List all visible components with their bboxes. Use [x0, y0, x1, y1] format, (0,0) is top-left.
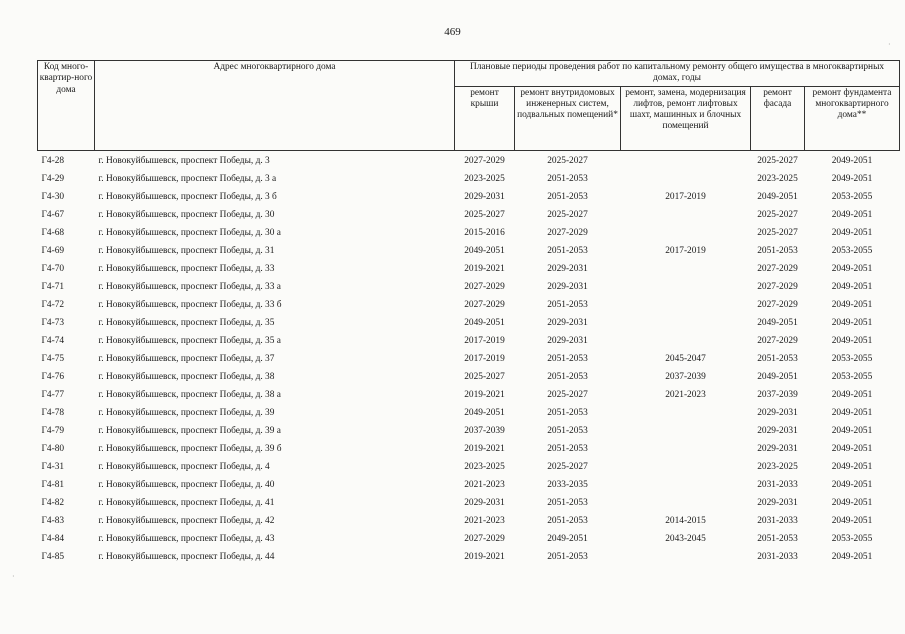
cell-roof: 2025-2027 [464, 209, 505, 220]
cell-facade: 2031-2033 [757, 551, 798, 562]
cell-roof: 2017-2019 [464, 335, 505, 346]
cell-address: г. Новокуйбышевск, проспект Победы, д. 41 [98, 497, 275, 508]
cell-address: г. Новокуйбышевск, проспект Победы, д. 38 [98, 371, 275, 382]
cell-code: Г4-68 [41, 227, 65, 238]
table-row [38, 387, 900, 405]
table-row [38, 243, 900, 261]
table-row [38, 369, 900, 387]
cell-foundation: 2049-2051 [831, 299, 873, 310]
cell-address: г. Новокуйбышевск, проспект Победы, д. 43 [98, 533, 275, 544]
cell-systems: 2025-2027 [547, 461, 588, 472]
cell-lifts [621, 459, 751, 477]
cell-systems: 2025-2027 [547, 389, 588, 400]
cell-facade: 2025-2027 [757, 227, 798, 238]
cell-systems: 2051-2053 [547, 299, 588, 310]
header-lifts: ремонт, замена, модернизация лифтов, ремонт лифтовых шахт, машинных и блочных помещений [621, 86, 751, 150]
cell-address: г. Новокуйбышевск, проспект Победы, д. 33 [98, 263, 275, 274]
cell-code: Г4-85 [41, 551, 65, 562]
cell-facade: 2027-2029 [757, 263, 798, 274]
table-row [38, 441, 900, 459]
table-row [38, 207, 900, 225]
cell-address: г. Новокуйбышевск, проспект Победы, д. 35 [98, 317, 275, 328]
cell-address: г. Новокуйбышевск, проспект Победы, д. 42 [98, 515, 275, 526]
cell-roof: 2021-2023 [464, 515, 505, 526]
cell-roof: 2017-2019 [464, 353, 505, 364]
cell-systems: 2051-2053 [547, 425, 588, 436]
cell-foundation: 2049-2051 [831, 155, 873, 166]
cell-foundation: 2049-2051 [831, 317, 873, 328]
cell-facade: 2023-2025 [757, 461, 798, 472]
header-periods-group: Плановые периоды проведения работ по капитальному ремонту общего имущества в многоквартирных домах, годы [455, 61, 900, 87]
cell-address: г. Новокуйбышевск, проспект Победы, д. 39 а [98, 425, 281, 436]
cell-code: Г4-74 [41, 335, 65, 346]
page-number: 469 [444, 26, 461, 38]
cell-foundation: 2049-2051 [831, 389, 873, 400]
cell-code: Г4-72 [41, 299, 65, 310]
cell-systems: 2029-2031 [547, 317, 588, 328]
cell-roof: 2015-2016 [464, 227, 505, 238]
cell-lifts [621, 225, 751, 243]
cell-address: г. Новокуйбышевск, проспект Победы, д. 33 а [98, 281, 281, 292]
cell-systems: 2027-2029 [547, 227, 588, 238]
cell-lifts [621, 477, 751, 495]
cell-systems: 2051-2053 [547, 443, 588, 454]
cell-facade: 2037-2039 [757, 389, 798, 400]
cell-roof: 2023-2025 [464, 173, 505, 184]
table-row [38, 477, 900, 495]
cell-foundation: 2053-2055 [831, 191, 873, 202]
cell-code: Г4-28 [41, 155, 65, 166]
cell-code: Г4-81 [41, 479, 65, 490]
cell-code: Г4-73 [41, 317, 65, 328]
cell-systems: 2051-2053 [547, 407, 588, 418]
cell-code: Г4-31 [41, 461, 65, 472]
cell-address: г. Новокуйбышевск, проспект Победы, д. 30 [98, 209, 275, 220]
header-systems: ремонт внутридомовых инженерных систем, подвальных помещений* [515, 86, 621, 150]
cell-systems: 2051-2053 [547, 371, 588, 382]
cell-roof: 2049-2051 [464, 317, 505, 328]
cell-lifts: 2014-2015 [665, 515, 706, 526]
cell-lifts [621, 315, 751, 333]
cell-code: Г4-67 [41, 209, 65, 220]
cell-lifts [621, 171, 751, 189]
cell-foundation: 2049-2051 [831, 407, 873, 418]
cell-facade: 2051-2053 [757, 353, 798, 364]
table-row [38, 279, 900, 297]
cell-facade: 2049-2051 [757, 317, 798, 328]
cell-foundation: 2049-2051 [831, 263, 873, 274]
table-row [38, 423, 900, 441]
cell-lifts: 2017-2019 [665, 191, 706, 202]
cell-code: Г4-69 [41, 245, 65, 256]
table-row [38, 351, 900, 369]
cell-roof: 2027-2029 [464, 155, 505, 166]
cell-facade: 2051-2053 [757, 533, 798, 544]
cell-roof: 2023-2025 [464, 461, 505, 472]
cell-foundation: 2049-2051 [831, 173, 873, 184]
cell-foundation: 2049-2051 [831, 281, 873, 292]
cell-foundation: 2053-2055 [831, 533, 873, 544]
cell-address: г. Новокуйбышевск, проспект Победы, д. 39 б [98, 443, 282, 454]
cell-foundation: 2053-2055 [831, 245, 873, 256]
cell-facade: 2027-2029 [757, 281, 798, 292]
cell-lifts [621, 423, 751, 441]
cell-roof: 2049-2051 [464, 407, 505, 418]
cell-lifts: 2037-2039 [665, 371, 706, 382]
cell-foundation: 2049-2051 [831, 335, 873, 346]
table-row [38, 405, 900, 423]
cell-code: Г4-75 [41, 353, 65, 364]
cell-roof: 2027-2029 [464, 281, 505, 292]
table-row [38, 531, 900, 549]
cell-roof: 2021-2023 [464, 479, 505, 490]
cell-facade: 2027-2029 [757, 299, 798, 310]
cell-code: Г4-30 [41, 191, 65, 202]
cell-lifts [621, 333, 751, 351]
cell-systems: 2051-2053 [547, 173, 588, 184]
cell-lifts: 2021-2023 [665, 389, 706, 400]
cell-code: Г4-78 [41, 407, 65, 418]
cell-roof: 2037-2039 [464, 425, 505, 436]
cell-code: Г4-70 [41, 263, 65, 274]
cell-facade: 2025-2027 [757, 209, 798, 220]
header-roof: ремонт крыши [455, 86, 515, 150]
table-row [38, 150, 900, 171]
cell-code: Г4-84 [41, 533, 65, 544]
cell-address: г. Новокуйбышевск, проспект Победы, д. 3 а [98, 173, 277, 184]
cell-facade: 2025-2027 [757, 155, 798, 166]
cell-systems: 2029-2031 [547, 263, 588, 274]
cell-foundation: 2049-2051 [831, 479, 873, 490]
cell-facade: 2027-2029 [757, 335, 798, 346]
header-row-group [38, 61, 900, 87]
cell-lifts [621, 495, 751, 513]
table-row [38, 189, 900, 207]
cell-facade: 2029-2031 [757, 443, 798, 454]
cell-foundation: 2049-2051 [831, 461, 873, 472]
cell-address: г. Новокуйбышевск, проспект Победы, д. 44 [98, 551, 275, 562]
cell-facade: 2029-2031 [757, 497, 798, 508]
cell-address: г. Новокуйбышевск, проспект Победы, д. 30 а [98, 227, 281, 238]
scan-mark: · [888, 40, 891, 49]
cell-facade: 2029-2031 [757, 425, 798, 436]
cell-foundation: 2053-2055 [831, 353, 873, 364]
cell-lifts: 2017-2019 [665, 245, 706, 256]
table-row [38, 171, 900, 189]
cell-code: Г4-29 [41, 173, 65, 184]
cell-systems: 2025-2027 [547, 155, 588, 166]
header-address: Адрес многоквартирного дома [95, 61, 455, 151]
cell-lifts: 2043-2045 [665, 533, 706, 544]
cell-roof: 2019-2021 [464, 551, 505, 562]
cell-systems: 2051-2053 [547, 245, 588, 256]
header-code: Код много-квартир-ного дома [38, 61, 95, 151]
cell-facade: 2051-2053 [757, 245, 798, 256]
cell-lifts [621, 297, 751, 315]
cell-address: г. Новокуйбышевск, проспект Победы, д. 39 [98, 407, 275, 418]
cell-systems: 2049-2051 [547, 533, 588, 544]
cell-facade: 2031-2033 [757, 515, 798, 526]
cell-foundation: 2049-2051 [831, 497, 873, 508]
cell-foundation: 2049-2051 [831, 209, 873, 220]
cell-foundation: 2053-2055 [831, 371, 873, 382]
cell-roof: 2029-2031 [464, 191, 505, 202]
cell-systems: 2029-2031 [547, 281, 588, 292]
cell-facade: 2023-2025 [757, 173, 798, 184]
cell-roof: 2029-2031 [464, 497, 505, 508]
cell-address: г. Новокуйбышевск, проспект Победы, д. 38 а [98, 389, 281, 400]
table-row [38, 495, 900, 513]
table-row [38, 549, 900, 567]
cell-lifts [621, 279, 751, 297]
cell-systems: 2033-2035 [547, 479, 588, 490]
capital-repair-table [37, 60, 900, 567]
cell-address: г. Новокуйбышевск, проспект Победы, д. 40 [98, 479, 275, 490]
cell-code: Г4-71 [41, 281, 65, 292]
cell-code: Г4-77 [41, 389, 65, 400]
table-row [38, 297, 900, 315]
table-row [38, 459, 900, 477]
cell-roof: 2027-2029 [464, 299, 505, 310]
cell-facade: 2029-2031 [757, 407, 798, 418]
cell-code: Г4-83 [41, 515, 65, 526]
cell-code: Г4-82 [41, 497, 65, 508]
cell-lifts [621, 261, 751, 279]
cell-facade: 2031-2033 [757, 479, 798, 490]
cell-foundation: 2049-2051 [831, 515, 873, 526]
header-facade: ремонт фасада [751, 86, 805, 150]
cell-code: Г4-79 [41, 425, 65, 436]
cell-foundation: 2049-2051 [831, 227, 873, 238]
cell-code: Г4-80 [41, 443, 65, 454]
cell-address: г. Новокуйбышевск, проспект Победы, д. 33 б [98, 299, 282, 310]
table-row [38, 513, 900, 531]
cell-roof: 2019-2021 [464, 263, 505, 274]
cell-lifts [621, 150, 751, 171]
table-body [38, 150, 900, 567]
cell-lifts [621, 441, 751, 459]
cell-address: г. Новокуйбышевск, проспект Победы, д. 4 [98, 461, 270, 472]
header-foundation: ремонт фундамента многоквартирного дома** [805, 86, 900, 150]
cell-systems: 2051-2053 [547, 191, 588, 202]
table-row [38, 333, 900, 351]
cell-lifts [621, 405, 751, 423]
cell-foundation: 2049-2051 [831, 425, 873, 436]
cell-systems: 2051-2053 [547, 551, 588, 562]
scan-mark: · [12, 572, 15, 581]
cell-address: г. Новокуйбышевск, проспект Победы, д. 3 б [98, 191, 277, 202]
cell-roof: 2019-2021 [464, 443, 505, 454]
cell-systems: 2029-2031 [547, 335, 588, 346]
cell-lifts: 2045-2047 [665, 353, 706, 364]
cell-foundation: 2049-2051 [831, 443, 873, 454]
cell-address: г. Новокуйбышевск, проспект Победы, д. 35 а [98, 335, 281, 346]
cell-address: г. Новокуйбышевск, проспект Победы, д. 31 [98, 245, 275, 256]
cell-address: г. Новокуйбышевск, проспект Победы, д. 37 [98, 353, 275, 364]
cell-lifts [621, 207, 751, 225]
cell-address: г. Новокуйбышевск, проспект Победы, д. 3 [98, 155, 270, 166]
table-row [38, 225, 900, 243]
table-row [38, 261, 900, 279]
cell-systems: 2051-2053 [547, 515, 588, 526]
cell-facade: 2049-2051 [757, 191, 798, 202]
cell-code: Г4-76 [41, 371, 65, 382]
table-row [38, 315, 900, 333]
cell-roof: 2025-2027 [464, 371, 505, 382]
cell-lifts [621, 549, 751, 567]
cell-roof: 2027-2029 [464, 533, 505, 544]
cell-roof: 2019-2021 [464, 389, 505, 400]
cell-roof: 2049-2051 [464, 245, 505, 256]
cell-foundation: 2049-2051 [831, 551, 873, 562]
cell-systems: 2051-2053 [547, 497, 588, 508]
cell-facade: 2049-2051 [757, 371, 798, 382]
cell-systems: 2051-2053 [547, 353, 588, 364]
cell-systems: 2025-2027 [547, 209, 588, 220]
